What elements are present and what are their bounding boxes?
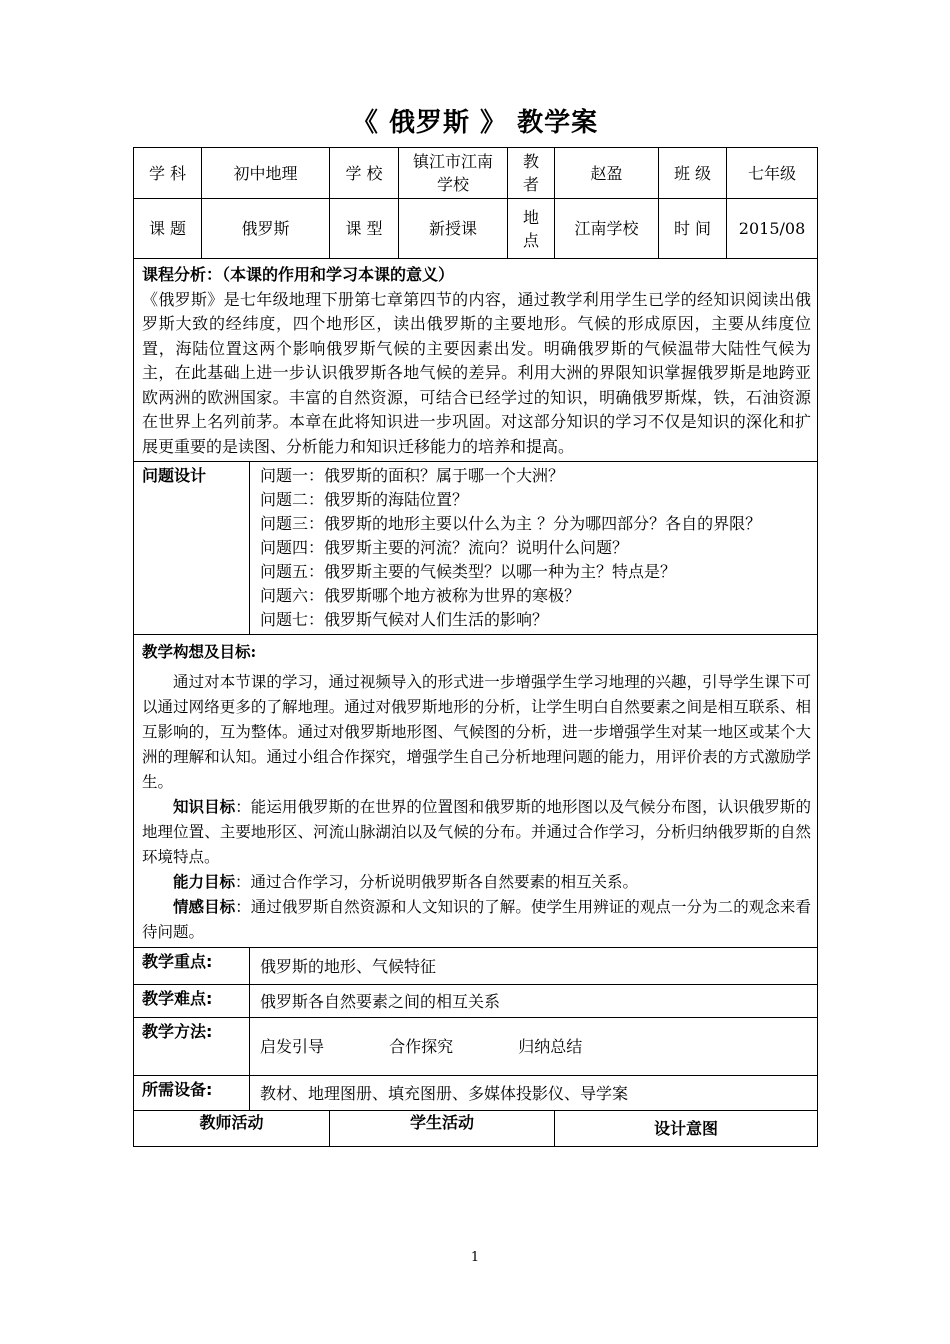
- question-item: 问题五： 俄罗斯主要的气候类型？以哪一种为主？特点是？: [260, 562, 677, 581]
- key-point-value: 俄罗斯的地形、气候特征: [250, 948, 818, 985]
- analysis-body: 《俄罗斯》是七年级地理下册第七章第四节的内容，通过教学利用学生已学的经知识阅读出俄罗斯大致的经纬度，四个地形区，读出俄罗斯的主要地形。气候的形成原因，主要从纬度位置，海陆位置这两个影响俄罗斯气候的主要因素出发。明确俄罗斯的气候温带大陆性气候为主，在此基础上进一步认识俄罗斯各地气候的差异。利用大洲的界限知识掌握俄罗斯是地跨亚欧两洲的欧洲国家。丰富的自然资源，可结合已经学过的知识，明确俄罗斯煤，铁，石油资源在世界上名列前茅。本章在此将知识进一步巩固。对这部分知识的学习不仅是知识的深化和扩展更重要的是读图、分析能力和知识迁移能力的培养和提高。: [142, 289, 812, 456]
- activity-header-row: [134, 1111, 818, 1147]
- page-number: 1: [470, 1250, 480, 1265]
- questions-row: [134, 462, 818, 635]
- teacher-activity-header: 教师活动: [134, 1111, 330, 1147]
- subject-label: 学 科: [134, 148, 202, 199]
- questions-label: 问题设计: [134, 462, 250, 635]
- methods-label: 教学方法:: [134, 1018, 250, 1076]
- school-value: 镇江市江南学校: [399, 148, 508, 199]
- goals-intro: 通过对本节课的学习，通过视频导入的形式进一步增强学生学习地理的兴趣，引导学生课下可以通过网络更多的了解地理。通过对俄罗斯地形的分析，让学生明白自然要素之间是相互联系、相互影响的，互为整体。通过对俄罗斯地形图、气候图的分析，进一步增强学生对某一地区或某个大洲的理解和认知。通过小组合作探究，增强学生自己分析地理问题的能力，用评价表的方式激励学生。: [142, 673, 812, 791]
- class-value: 七年级: [727, 148, 818, 199]
- teacher-value: 赵盈: [555, 148, 659, 199]
- place-value: 江南学校: [555, 199, 659, 259]
- method-item: 归纳总结: [518, 1037, 583, 1056]
- lesson-plan-table: [133, 147, 818, 1147]
- equipment-label: 所需设备:: [134, 1076, 250, 1111]
- teacher-label: 教者: [508, 148, 555, 199]
- question-item: 问题六： 俄罗斯哪个地方被称为世界的寒极？: [260, 586, 581, 605]
- info-row-1: [134, 148, 818, 199]
- analysis-heading: 课程分析：（本课的作用和学习本课的意义）: [142, 265, 455, 284]
- difficulty-value: 俄罗斯各自然要素之间的相互关系: [250, 985, 818, 1018]
- questions-list: [250, 462, 818, 635]
- methods-row: [134, 1018, 818, 1076]
- type-label: 课 型: [330, 199, 399, 259]
- key-point-row: [134, 948, 818, 985]
- method-item: 启发引导: [260, 1037, 325, 1056]
- question-item: 问题一： 俄罗斯的面积？属于哪一个大洲？: [260, 466, 565, 485]
- emotion-goal: 情感目标：通过俄罗斯自然资源和人文知识的了解。使学生用辨证的观点一分为二的观念来看待问题。: [142, 898, 811, 941]
- goals-row: [134, 635, 818, 948]
- equipment-value: 教材、地理图册、填充图册、多媒体投影仪、导学案: [250, 1076, 818, 1111]
- info-row-2: [134, 199, 818, 259]
- knowledge-goal: 知识目标：能运用俄罗斯的在世界的位置图和俄罗斯的地形图以及气候分布图，认识俄罗斯的地理位置、主要地形区、河流山脉湖泊以及气候的分布。并通过合作学习，分析归纳俄罗斯的自然环境特点。: [142, 798, 812, 866]
- analysis-row: [134, 259, 818, 462]
- question-item: 问题七： 俄罗斯气候对人们生活的影响？: [260, 610, 549, 629]
- topic-value: 俄罗斯: [202, 199, 330, 259]
- student-activity-header: 学生活动: [330, 1111, 555, 1147]
- place-label: 地点: [508, 199, 555, 259]
- page-title: 《 俄罗斯 》 教学案: [351, 108, 599, 138]
- subject-value: 初中地理: [202, 148, 330, 199]
- class-label: 班 级: [659, 148, 727, 199]
- question-item: 问题三： 俄罗斯的地形主要以什么为主 ？分为哪四部分？各自的界限？: [260, 514, 762, 533]
- topic-label: 课 题: [134, 199, 202, 259]
- method-item: 合作探究: [389, 1037, 454, 1056]
- time-label: 时 间: [659, 199, 727, 259]
- school-label: 学 校: [330, 148, 399, 199]
- type-value: 新授课: [399, 199, 508, 259]
- ability-goal: 能力目标：通过合作学习，分析说明俄罗斯各自然要素的相互关系。: [173, 873, 639, 891]
- methods-value: [250, 1018, 818, 1076]
- time-value: 2015/08: [727, 199, 818, 259]
- question-item: 问题四： 俄罗斯主要的河流？流向？说明什么问题？: [260, 538, 629, 557]
- analysis-cell: [134, 259, 818, 462]
- difficulty-row: [134, 985, 818, 1018]
- design-intent-header: 设计意图: [555, 1111, 818, 1147]
- equipment-row: [134, 1076, 818, 1111]
- goals-cell: [134, 635, 818, 948]
- key-point-label: 教学重点:: [134, 948, 250, 985]
- goals-heading: 教学构想及目标:: [142, 642, 257, 661]
- difficulty-label: 教学难点:: [134, 985, 250, 1018]
- question-item: 问题二： 俄罗斯的海陆位置？: [260, 490, 469, 509]
